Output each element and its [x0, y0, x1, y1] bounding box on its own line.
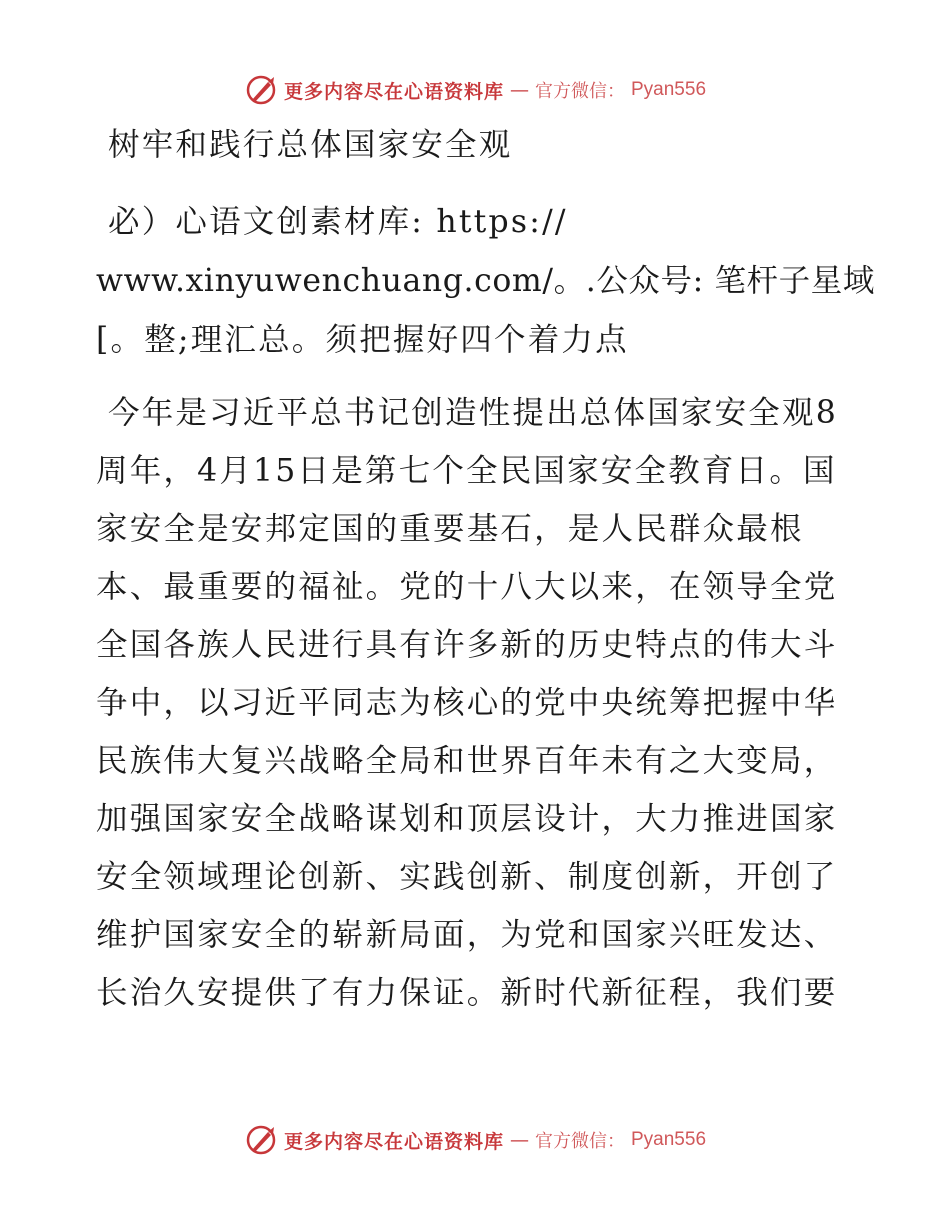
source-line: 必）心语文创素材库: https://	[108, 204, 568, 240]
paragraph-line: 全国各族人民进行具有许多新的历史特点的伟大斗	[96, 627, 838, 663]
source-line: www.xinyuwenchuang.com/。.公众号: 笔杆子星域	[96, 263, 875, 299]
paragraph-line: 安全领域理论创新、实践创新、制度创新，开创了	[96, 859, 838, 895]
paragraph-line: 家安全是安邦定国的重要基石，是人民群众最根	[96, 511, 804, 547]
watermark-label: 官方微信：	[535, 1131, 625, 1152]
paragraph-line: 民族伟大复兴战略全局和世界百年未有之大变局，	[96, 743, 838, 779]
watermark-text: 更多内容尽在心语资料库	[283, 80, 504, 103]
source-line: [。整;理汇总。须把握好四个着力点	[96, 322, 629, 358]
watermark-text: 更多内容尽在心语资料库	[283, 1130, 504, 1153]
watermark-separator: —	[510, 1129, 529, 1151]
paragraph-line: 争中，以习近平同志为核心的党中央统筹把握中华	[96, 685, 838, 721]
footer-watermark	[0, 1120, 950, 1160]
quill-logo-icon	[244, 73, 278, 107]
paragraph-line: 今年是习近平总书记创造性提出总体国家安全观8	[108, 395, 838, 431]
watermark-wechat-id: Pyan556	[631, 1129, 707, 1150]
watermark-label: 官方微信：	[535, 81, 625, 102]
document-title: 树牢和践行总体国家安全观	[108, 127, 513, 163]
paragraph-line: 维护国家安全的崭新局面，为党和国家兴旺发达、	[96, 917, 838, 953]
paragraph-line: 本、最重要的福祉。党的十八大以来，在领导全党	[96, 569, 838, 605]
quill-logo-icon	[244, 1123, 278, 1157]
paragraph-line: 长治久安提供了有力保证。新时代新征程，我们要	[96, 975, 838, 1011]
watermark-separator: —	[510, 79, 529, 101]
paragraph-line: 加强国家安全战略谋划和顶层设计，大力推进国家	[96, 801, 838, 837]
paragraph-line: 周年，4月15日是第七个全民国家安全教育日。国	[96, 453, 837, 489]
header-watermark	[0, 70, 950, 110]
watermark-wechat-id: Pyan556	[631, 79, 707, 100]
